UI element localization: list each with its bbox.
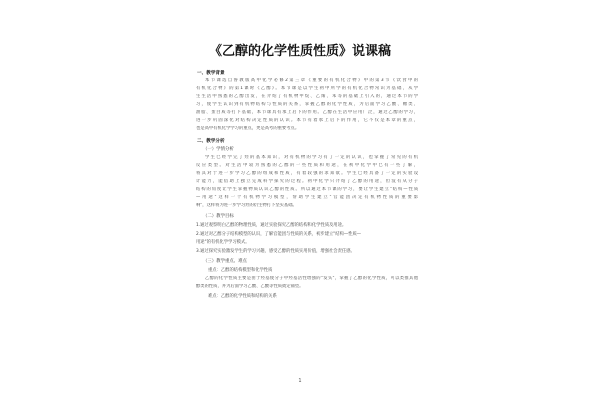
goal-item: 2.通过对乙醇分子结构模型的认识，了解官能团与性质的关系，初步建立"结构—性质—: [196, 232, 362, 237]
paragraph-line: 结构的角度让学生掌握物质认识乙醇的性质。所以通过本节课的学习，要让学生建立"结构—性质: [196, 187, 418, 192]
paragraph-line: 反应类型。对生活中较为熟悉的乙醇的一些性质和用途，在初中化学中已有一些了解，: [196, 163, 418, 168]
section-heading-background: 一、教学背景: [197, 71, 225, 76]
paragraph-line: 本节课选自鲁教版高中化学必修2第三章《重要的有机化合物》中的第3节《饮食中的: [205, 78, 418, 83]
subheading-teaching-goals: （二）教学目标: [203, 214, 234, 219]
subheading-learner-analysis: （一）学情分析: [203, 147, 234, 152]
page-number: 1: [298, 378, 302, 384]
paragraph-line: 学生已经学完了烃的基本知识，对有机物的学习有了一定的认识，也掌握了常见的有机: [205, 155, 418, 160]
goal-item: 3.通过探究实验激发学生的学习兴趣，感受乙醇的性质实用价值，增强社会责任感。: [196, 249, 355, 254]
paragraph-line: 也是高中有机化学学习的重点，更是高考的重要考点。: [196, 126, 300, 131]
paragraph-line: 有机化合物》的第1课时《乙醇》。本节课是以学生初中所学的有机化合物常识为基础，从学: [196, 86, 418, 91]
paragraph-line: 乙醇的化学性质主要是由于羟基使分子中羟基活性增强的"发头"，掌握了乙醇的化学性质，可以类推其他: [205, 276, 418, 281]
focus-line: 难点：乙醇的化学性质和结构的关系: [208, 294, 277, 299]
paragraph-line: —用途"这样一个有机物学习模型，帮助学生建立"官能团决定有机物性质的重要影: [196, 195, 418, 200]
paragraph-line: 进一步巩固深化对结构决定性质的认识。本节有着承上启下的作用，它不仅是本章的重点，: [196, 118, 418, 123]
document-title: 《乙醇的化学性质性质》说课稿: [208, 44, 391, 59]
paragraph-line: 醇类的性质，并为后面学习乙酸、乙酸等性质奠定铺垫。: [196, 284, 304, 289]
paragraph-line: 计能力，能借助上独立完成科学探究的过程。初中化学只介绍了乙醇的用途，但没有从分子: [196, 179, 418, 184]
paragraph-line: 响"，这样将为进一步学习烃的衍生物打下坚实基础。: [196, 203, 297, 208]
paragraph-line: 将其对于进一步学习乙醇的组成和性质，有着较强的求知欲。学生已经具备了一定的实验设: [196, 171, 418, 176]
paragraph-line: 生生活中熟悉的乙醇出发，在介绍了有机物甲烷、乙烯、苯等的基础上引入的，通过本节的学: [196, 94, 418, 99]
focus-line: 重点：乙醇的结构模型和化学性质: [208, 268, 273, 273]
paragraph-line: 习，使学生认识到有机物结构与性质的关系，掌握乙醇的化学性质，为后面学习乙酸、糖类、: [196, 102, 418, 107]
goal-item: 1.通过观察明白乙醇的物理性质，通过实验探究乙醇的结构和化学性质及用途。: [196, 223, 347, 228]
section-heading-analysis: 二、教学分析: [197, 139, 225, 144]
subheading-key-points: （三）教学重点、难点: [203, 259, 247, 264]
goal-item: 用途"的有机化学学习模式。: [196, 240, 250, 245]
paragraph-line: 油脂、蛋白质等打下基础，本节课具有承上启下的作用。乙醇在生活中应用广泛，通过乙醇的学习，: [196, 110, 418, 115]
